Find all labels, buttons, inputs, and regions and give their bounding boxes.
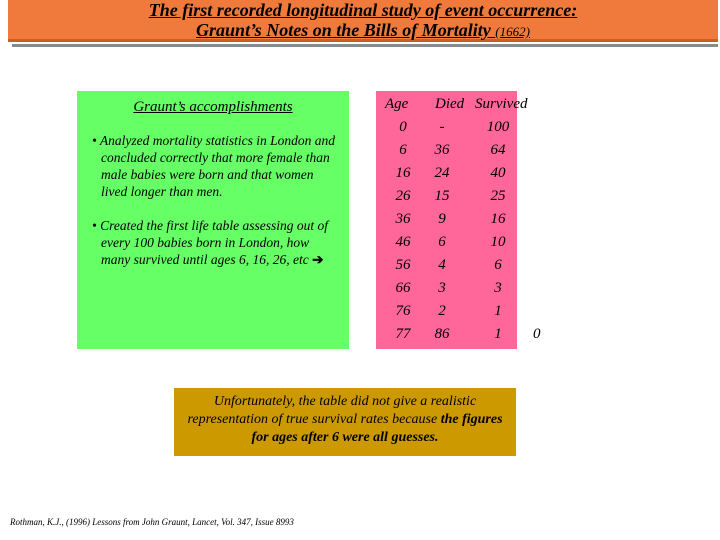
- header-survived: Survived: [475, 96, 528, 112]
- cell-survived: 10: [490, 234, 506, 250]
- note-box: [174, 388, 516, 456]
- cell-age: 26: [395, 188, 411, 204]
- cell-age: 16: [395, 165, 411, 181]
- cell-died: -: [439, 119, 445, 135]
- cell-age: 46: [395, 234, 411, 250]
- cell-age: 76: [395, 303, 411, 319]
- cell-age: 66: [395, 280, 411, 296]
- cell-survived: 16: [490, 211, 506, 227]
- cell-survived: 100: [486, 119, 510, 135]
- cell-died: 86: [434, 326, 450, 342]
- cell-age: 6: [399, 142, 407, 158]
- cell-age: 36: [395, 211, 411, 227]
- cell-survived: 3: [494, 280, 502, 296]
- cell-died: 6: [438, 234, 446, 250]
- cell-died: 9: [438, 211, 446, 227]
- cell-survived: 40: [490, 165, 506, 181]
- title-main: Graunt’s Notes on the Bills of Mortality: [196, 20, 491, 40]
- cell-survived: 1: [494, 303, 502, 319]
- title-year: (1662): [495, 24, 530, 39]
- accomplishments-heading: Graunt’s accomplishments: [133, 99, 293, 115]
- cell-died: 3: [438, 280, 446, 296]
- accomplishment-bullet-2-text: • Created the first life table assessing out of every 100 babies born in London, how many survived until ages 6, 16, 26, etc: [92, 218, 328, 267]
- accomplishments-box: [77, 91, 349, 349]
- title-shadow: [12, 44, 718, 47]
- note-text: Unfortunately, the table did not give a realistic representation of true survival rates because: [187, 394, 477, 427]
- header-died: Died: [435, 96, 465, 112]
- cell-survived: 1: [494, 326, 502, 342]
- accomplishment-bullet-2: [85, 217, 341, 268]
- accomplishment-bullet-1: • Analyzed mortality statistics in London and concluded correctly that more female than male babies were born and that women lived longer than men.: [92, 133, 335, 199]
- cell-age: 77: [395, 326, 411, 342]
- title-bar: [8, 0, 718, 42]
- citation: Rothman, K.J., (1996) Lessons from John Graunt, Lancet, Vol. 347, Issue 8993: [10, 517, 294, 527]
- extra-value: 0: [533, 326, 541, 342]
- cell-died: 15: [434, 188, 450, 204]
- title-line-2: [8, 20, 718, 42]
- cell-survived: 25: [490, 188, 506, 204]
- cell-survived: 64: [490, 142, 506, 158]
- cell-died: 4: [438, 257, 446, 273]
- cell-age: 0: [399, 119, 407, 135]
- title-line-1: The first recorded longitudinal study of event occurrence:: [148, 0, 578, 20]
- header-age: Age: [385, 96, 409, 112]
- note-emphasis: the figures for ages after 6 were all guesses.: [251, 412, 503, 445]
- cell-age: 56: [395, 257, 411, 273]
- cell-died: 36: [434, 142, 450, 158]
- cell-died: 24: [434, 165, 450, 181]
- cell-survived: 6: [494, 257, 502, 273]
- cell-died: 2: [438, 303, 446, 319]
- arrow-right-icon: ➔: [312, 252, 324, 267]
